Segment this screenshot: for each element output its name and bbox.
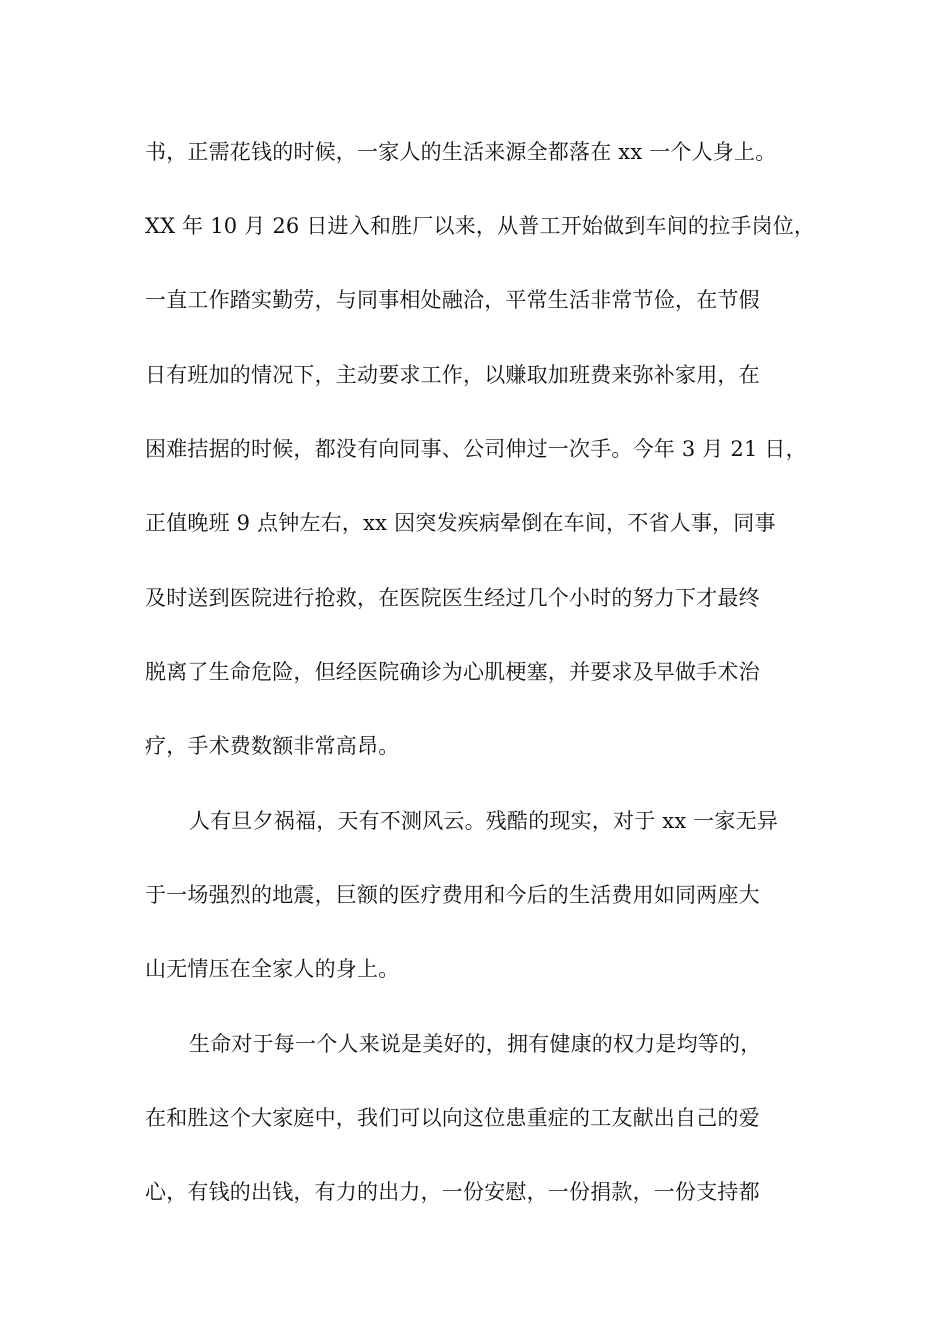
text-line: 脱离了生命危险，但经医院确诊为心肌梗塞，并要求及早做手术治 <box>145 660 760 684</box>
text-line: 生命对于每一个人来说是美好的，拥有健康的权力是均等的， <box>189 1032 762 1056</box>
text-line: 在和胜这个大家庭中，我们可以向这位患重症的工友献出自己的爱 <box>145 1106 760 1130</box>
text-line: 疗，手术费数额非常高昂。 <box>145 734 400 758</box>
text-line: 书，正需花钱的时候，一家人的生活来源全都落在 xx 一个人身上。 <box>145 140 777 164</box>
text-line: 于一场强烈的地震，巨额的医疗费用和今后的生活费用如同两座大 <box>145 883 760 907</box>
text-line: 人有旦夕祸福，天有不测风云。残酷的现实，对于 xx 一家无异 <box>189 809 779 833</box>
text-line: 一直工作踏实勤劳，与同事相处融洽，平常生活非常节俭，在节假 <box>145 288 760 312</box>
text-line: 山无情压在全家人的身上。 <box>145 957 400 981</box>
text-line: 正值晚班 9 点钟左右，xx 因突发疾病晕倒在车间，不省人事，同事 <box>145 511 776 535</box>
text-line: 及时送到医院进行抢救，在医院医生经过几个小时的努力下才最终 <box>145 586 760 610</box>
text-line: 困难拮据的时候，都没有向同事、公司伸过一次手。今年 3 月 21 日， <box>145 437 807 461</box>
text-line: XX 年 10 月 26 日进入和胜厂以来，从普工开始做到车间的拉手岗位， <box>145 214 816 238</box>
text-line: 心，有钱的出钱，有力的出力，一份安慰，一份捐款，一份支持都 <box>145 1180 760 1204</box>
text-line: 日有班加的情况下，主动要求工作，以赚取加班费来弥补家用，在 <box>145 363 760 387</box>
